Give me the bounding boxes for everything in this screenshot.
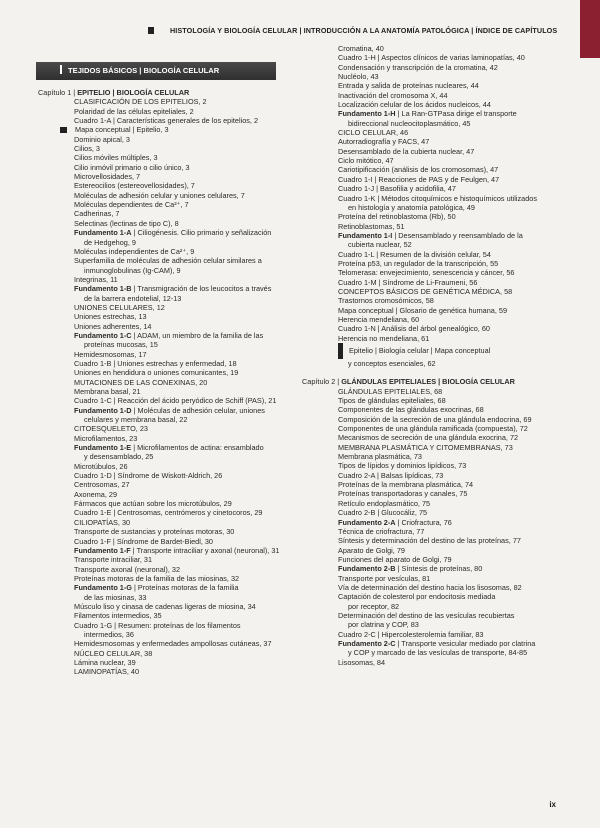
toc-entry: Tipos de glándulas epiteliales, 68 bbox=[338, 396, 446, 406]
toc-entry: Herencia mendeliana, 60 bbox=[338, 314, 420, 324]
toc-entry: Telomerasa: envejecimiento, senescencia y cáncer, 56 bbox=[338, 268, 515, 278]
toc-entry: Tipos de lípidos y dominios lipídicos, 73 bbox=[338, 461, 467, 471]
toc-entry-text: | La Ran-GTPasa dirige el transporte bbox=[395, 109, 517, 119]
toc-entry: Proteínas transportadoras y canales, 75 bbox=[338, 489, 468, 499]
toc-entry-text: | Criofractura, 76 bbox=[395, 517, 452, 527]
toc-entry: Microvellosidades, 7 bbox=[74, 172, 141, 182]
toc-entry: Transporte de sustancias y proteínas motoras, 30 bbox=[74, 527, 235, 537]
toc-entry: Cuadro 1-M | Síndrome de Li-Fraumeni, 56 bbox=[338, 277, 478, 287]
toc-entry: MUTACIONES DE LAS CONEXINAS, 20 bbox=[74, 377, 208, 387]
header-title: HISTOLOGÍA Y BIOLOGÍA CELULAR | INTRODUCCIÓN A LA ANATOMÍA PATOLÓGICA | ÍNDICE DE CAPÍTULOS bbox=[170, 26, 558, 35]
toc-entry: Hemidesmosomas y enfermedades ampollosas cutáneas, 37 bbox=[74, 639, 272, 649]
fundamento-label: Fundamento 1-F bbox=[74, 545, 131, 555]
toc-entry: Centrosomas, 27 bbox=[74, 480, 130, 490]
toc-entry: Estereocilios (estereovellosidades), 7 bbox=[74, 181, 195, 191]
toc-entry: Nucléolo, 43 bbox=[338, 72, 379, 82]
toc-entry: Síntesis y determinación del destino de las proteínas, 77 bbox=[338, 536, 521, 546]
toc-entry: Microtúbulos, 26 bbox=[74, 461, 128, 471]
running-header bbox=[148, 26, 578, 35]
toc-entry: Proteína p53, un regulador de la transcripción, 55 bbox=[338, 258, 499, 268]
section-banner bbox=[36, 62, 276, 80]
toc-entry: Mapa conceptual | Glosario de genética humana, 59 bbox=[338, 305, 508, 315]
toc-entry: Membrana plasmática, 73 bbox=[338, 452, 422, 462]
toc-entry: Retinoblastomas, 51 bbox=[338, 221, 405, 231]
toc-entry: Lámina nuclear, 39 bbox=[74, 657, 136, 667]
toc-entry bbox=[38, 284, 296, 293]
toc-entry: CLASIFICACIÓN DE LOS EPITELIOS, 2 bbox=[74, 97, 207, 107]
toc-entry bbox=[302, 109, 564, 118]
toc-entry: Vía de determinación del destino hacia los lisosomas, 82 bbox=[338, 582, 522, 592]
toc-entry: Proteínas de la membrana plasmática, 74 bbox=[338, 480, 474, 490]
toc-left-column bbox=[38, 88, 296, 677]
toc-entry: Cuadro 2-A | Balsas lipídicas, 73 bbox=[338, 470, 444, 480]
toc-entry: Cilios móviles múltiples, 3 bbox=[74, 153, 158, 163]
toc-entry: Mecanismos de secreción de una glándula exocrina, 72 bbox=[338, 433, 519, 443]
toc-right-column bbox=[302, 44, 564, 667]
toc-entry bbox=[302, 231, 564, 240]
toc-entry: Moléculas de adhesión celular y uniones celulares, 7 bbox=[74, 190, 245, 200]
toc-entry-text: | Proteínas motoras de la familia bbox=[131, 583, 239, 593]
toc-entry: Entrada y salida de proteínas nucleares, 44 bbox=[338, 81, 479, 91]
toc-entry: CILIOPATÍAS, 30 bbox=[74, 517, 131, 527]
banner-bar-icon bbox=[60, 65, 62, 74]
toc-entry: Técnica de criofractura, 77 bbox=[338, 526, 425, 536]
toc-entry: CICLO CELULAR, 46 bbox=[338, 128, 409, 138]
toc-entry-continuation: y desensamblado, 25 bbox=[84, 452, 154, 462]
toc-entry-text: | Transporte intraciliar y axonal (neuronal), 31 bbox=[130, 545, 280, 555]
toc-entry: Cuadro 1-D | Síndrome de Wiskott-Aldrich, 26 bbox=[74, 471, 223, 481]
toc-entry-text: | Ciliogénesis. Cilio primario y señalización bbox=[131, 228, 272, 238]
toc-entry: Captación de colesterol por endocitosis mediada bbox=[338, 592, 496, 602]
toc-entry bbox=[38, 443, 296, 452]
toc-entry-continuation: de las miosinas, 33 bbox=[84, 592, 147, 602]
toc-entry: Cromatina, 40 bbox=[338, 44, 384, 53]
spacer bbox=[302, 368, 564, 377]
toc-entry bbox=[38, 583, 296, 592]
toc-entry: Cilios, 3 bbox=[74, 144, 100, 154]
toc-entry: Cuadro 1-G | Resumen: proteínas de los filamentos bbox=[74, 620, 241, 630]
toc-entry-text: | Desensamblado y reensamblado de la bbox=[392, 230, 523, 240]
toc-entry: Superfamilia de moléculas de adhesión celular similares a bbox=[74, 256, 262, 266]
toc-entry: GLÁNDULAS EPITELIALES, 68 bbox=[338, 386, 443, 396]
toc-entry: Cariotipificación (análisis de los cromosomas), 47 bbox=[338, 165, 499, 175]
toc-entry: Filamentos intermedios, 35 bbox=[74, 611, 162, 621]
toc-entry: Uniones en hendidura o uniones comunicantes, 19 bbox=[74, 368, 239, 378]
toc-entry bbox=[38, 546, 296, 555]
toc-entry-text: | Síntesis de proteínas, 80 bbox=[395, 564, 483, 574]
fundamento-label: Fundamento 2-C bbox=[338, 638, 396, 648]
toc-entry: Membrana basal, 21 bbox=[74, 387, 141, 396]
toc-entry: Moléculas independientes de Ca²⁺, 9 bbox=[74, 246, 195, 256]
toc-entry: Microfilamentos, 23 bbox=[74, 433, 138, 443]
fundamento-label: Fundamento 1-I bbox=[338, 230, 393, 240]
toc-entry: Desensamblado de la cubierta nuclear, 47 bbox=[338, 146, 475, 156]
toc-entry: Músculo liso y cinasa de cadenas ligeras de miosina, 34 bbox=[74, 601, 256, 611]
toc-entry-continuation: por clatrina y COP, 83 bbox=[348, 620, 419, 630]
toc-entry: Cuadro 1-C | Reacción del ácido peryódico de Schiff (PAS), 21 bbox=[74, 396, 277, 406]
chapter-heading bbox=[38, 88, 296, 97]
fundamento-label: Fundamento 1-B bbox=[74, 284, 132, 294]
toc-entry-continuation: y conceptos esenciales, 62 bbox=[348, 359, 436, 368]
fundamento-label: Fundamento 2-A bbox=[338, 517, 396, 527]
toc-entry bbox=[38, 406, 296, 415]
toc-entry: Inactivación del cromosoma X, 44 bbox=[338, 90, 448, 100]
toc-entry-continuation: intermedios, 36 bbox=[84, 629, 134, 639]
toc-entry: Cuadro 1-K | Métodos citoquímicos e histoquímicos utilizados bbox=[338, 193, 538, 203]
toc-entry: Transporte axonal (neuronal), 32 bbox=[74, 564, 181, 574]
toc-entry bbox=[302, 639, 564, 648]
toc-entry-continuation: de Hedgehog, 9 bbox=[84, 237, 136, 247]
toc-entry: MEMBRANA PLASMÁTICA Y CITOMEMBRANAS, 73 bbox=[338, 442, 513, 452]
toc-entry: Uniones estrechas, 13 bbox=[74, 312, 147, 322]
fundamento-label: Fundamento 1-H bbox=[338, 109, 396, 119]
toc-entry: Cuadro 2-C | Hipercolesterolemia familiar, 83 bbox=[338, 629, 484, 639]
toc-entry-text: | Moléculas de adhesión celular, uniones bbox=[131, 405, 265, 415]
toc-entry-text: Mapa conceptual | Epitelio, 3 bbox=[75, 125, 169, 135]
toc-entry: Cuadro 1-H | Aspectos clínicos de varias laminopatías, 40 bbox=[338, 53, 525, 63]
toc-entry bbox=[38, 228, 296, 237]
toc-entry: Composición de la secreción de una glándula endocrina, 69 bbox=[338, 414, 532, 424]
header-square-icon bbox=[148, 27, 154, 34]
toc-entry: NÚCLEO CELULAR, 38 bbox=[74, 648, 153, 658]
toc-entry: Cuadro 1-B | Uniones estrechas y enfermedad, 18 bbox=[74, 358, 237, 368]
toc-entry-continuation: celulares y membrana basal, 22 bbox=[84, 415, 188, 425]
toc-entry: Aparato de Golgi, 79 bbox=[338, 545, 405, 555]
toc-entry-text: | Transmigración de los leucocitos a través bbox=[131, 284, 272, 294]
concept-map-icon bbox=[338, 343, 343, 359]
toc-entry-continuation: por receptor, 82 bbox=[348, 601, 400, 611]
toc-entry-continuation: bidireccional nucleocitoplasmático, 45 bbox=[348, 118, 471, 128]
toc-entry-text: | Transporte vesicular mediado por clatrina bbox=[395, 638, 536, 648]
toc-entry: Retículo endoplasmático, 75 bbox=[338, 498, 431, 508]
toc-entry bbox=[38, 331, 296, 340]
toc-entry: Trastornos cromosómicos, 58 bbox=[338, 296, 434, 306]
fundamento-label: Fundamento 1-C bbox=[74, 330, 132, 340]
chapter-title: EPITELIO | BIOLOGÍA CELULAR bbox=[77, 88, 190, 97]
chapter-number: Capítulo 1 | bbox=[38, 88, 78, 97]
toc-entry-continuation: inmunoglobulinas (Ig-CAM), 9 bbox=[84, 265, 181, 275]
toc-entry-continuation: cubierta nuclear, 52 bbox=[348, 240, 412, 250]
fundamento-label: Fundamento 2-B bbox=[338, 564, 396, 574]
toc-entry: Cadherinas, 7 bbox=[74, 209, 120, 219]
toc-entry: Cuadro 1-E | Centrosomas, centrómeros y cinetocoros, 29 bbox=[74, 508, 263, 518]
toc-entry-concept-map bbox=[302, 343, 564, 359]
toc-entry-continuation: en histología y anatomía patológica, 49 bbox=[348, 202, 475, 212]
toc-entry-text: | Microfilamentos de actina: ensamblado bbox=[131, 443, 264, 453]
toc-entry-continuation: proteínas mucosas, 15 bbox=[84, 340, 158, 350]
toc-entry bbox=[302, 564, 564, 573]
toc-entry-continuation: y COP y marcado de las vesículas de transporte, 84-85 bbox=[348, 648, 528, 658]
toc-entry: Componentes de una glándula ramificada (compuesta), 72 bbox=[338, 424, 528, 434]
toc-entry: Cuadro 1-J | Basofilia y acidofilia, 47 bbox=[338, 184, 456, 194]
toc-entry: Integrinas, 11 bbox=[74, 274, 118, 284]
toc-entry: Uniones adherentes, 14 bbox=[74, 321, 152, 331]
toc-entry: Selectinas (lectinas de tipo C), 8 bbox=[74, 218, 179, 228]
toc-entry-text: | ADAM, un miembro de la familia de las bbox=[131, 330, 264, 340]
toc-entry: Herencia no mendeliana, 61 bbox=[338, 333, 430, 343]
toc-entry: Dominio apical, 3 bbox=[74, 134, 130, 144]
toc-entry: Cuadro 1-L | Resumen de la división celular, 54 bbox=[338, 249, 491, 259]
chapter-color-tab bbox=[580, 0, 600, 58]
toc-entry: Cuadro 1-A | Características generales de los epitelios, 2 bbox=[74, 116, 259, 126]
toc-entry: Fármacos que actúan sobre los microtúbulos, 29 bbox=[74, 499, 232, 509]
toc-entry: Transporte intraciliar, 31 bbox=[74, 555, 153, 565]
toc-entry: CONCEPTOS BÁSICOS DE GENÉTICA MÉDICA, 58 bbox=[338, 286, 513, 296]
fundamento-label: Fundamento 1-G bbox=[74, 583, 132, 593]
toc-entry: Cuadro 1-F | Síndrome de Bardet-Biedl, 30 bbox=[74, 536, 213, 546]
toc-entry-continuation: de la barrera endotelial, 12-13 bbox=[84, 293, 182, 303]
fundamento-label: Fundamento 1-A bbox=[74, 228, 132, 238]
toc-entry: Moléculas dependientes de Ca²⁺, 7 bbox=[74, 200, 189, 210]
toc-entry: Proteína del retinoblastoma (Rb), 50 bbox=[338, 212, 456, 222]
chapter-heading bbox=[302, 377, 564, 386]
toc-entry: Hemidesmosomas, 17 bbox=[74, 349, 147, 359]
toc-entry: Cuadro 1-I | Reacciones de PAS y de Feulgen, 47 bbox=[338, 174, 500, 184]
toc-entry: Cilio inmóvil primario o cilio único, 3 bbox=[74, 162, 190, 172]
toc-entry: LAMINOPATÍAS, 40 bbox=[74, 667, 140, 677]
toc-entry: Transporte por vesículas, 81 bbox=[338, 573, 431, 583]
fundamento-label: Fundamento 1-E bbox=[74, 443, 132, 453]
chapter-number: Capítulo 2 | bbox=[302, 377, 342, 387]
toc-entry: Polaridad de las células epiteliales, 2 bbox=[74, 106, 194, 116]
toc-entry: Componentes de las glándulas exocrinas, 68 bbox=[338, 405, 484, 415]
toc-entry: Lisosomas, 84 bbox=[338, 657, 386, 667]
toc-entry: Localización celular de los ácidos nucleicos, 44 bbox=[338, 100, 491, 110]
page-number: ix bbox=[549, 800, 556, 809]
toc-entry: Proteínas motoras de la familia de las miosinas, 32 bbox=[74, 573, 240, 583]
toc-entry: Determinación del destino de las vesículas recubiertas bbox=[338, 610, 515, 620]
toc-entry: CITOESQUELETO, 23 bbox=[74, 424, 148, 434]
toc-entry-text: Epitelio | Biología celular | Mapa conceptual bbox=[349, 346, 491, 355]
toc-entry bbox=[302, 518, 564, 527]
concept-map-icon bbox=[60, 127, 67, 133]
toc-entry: Cuadro 1-N | Análisis del árbol genealógico, 60 bbox=[338, 324, 490, 334]
toc-entry: UNIONES CELULARES, 12 bbox=[74, 302, 165, 312]
toc-entry: Cuadro 2-B | Glucocáliz, 75 bbox=[338, 508, 428, 518]
toc-entry: Autorradiografía y FACS, 47 bbox=[338, 137, 430, 147]
toc-entry: Condensación y transcripción de la cromatina, 42 bbox=[338, 62, 498, 72]
toc-entry: Funciones del aparato de Golgi, 79 bbox=[338, 554, 452, 564]
toc-entry: Axonema, 29 bbox=[74, 489, 117, 499]
fundamento-label: Fundamento 1-D bbox=[74, 405, 132, 415]
chapter-title: GLÁNDULAS EPITELIALES | BIOLOGÍA CELULAR bbox=[341, 377, 515, 387]
banner-label: TEJIDOS BÁSICOS | BIOLOGÍA CELULAR bbox=[68, 66, 220, 75]
toc-entry: Ciclo mitótico, 47 bbox=[338, 156, 394, 166]
toc-entry-concept-map bbox=[24, 125, 296, 134]
